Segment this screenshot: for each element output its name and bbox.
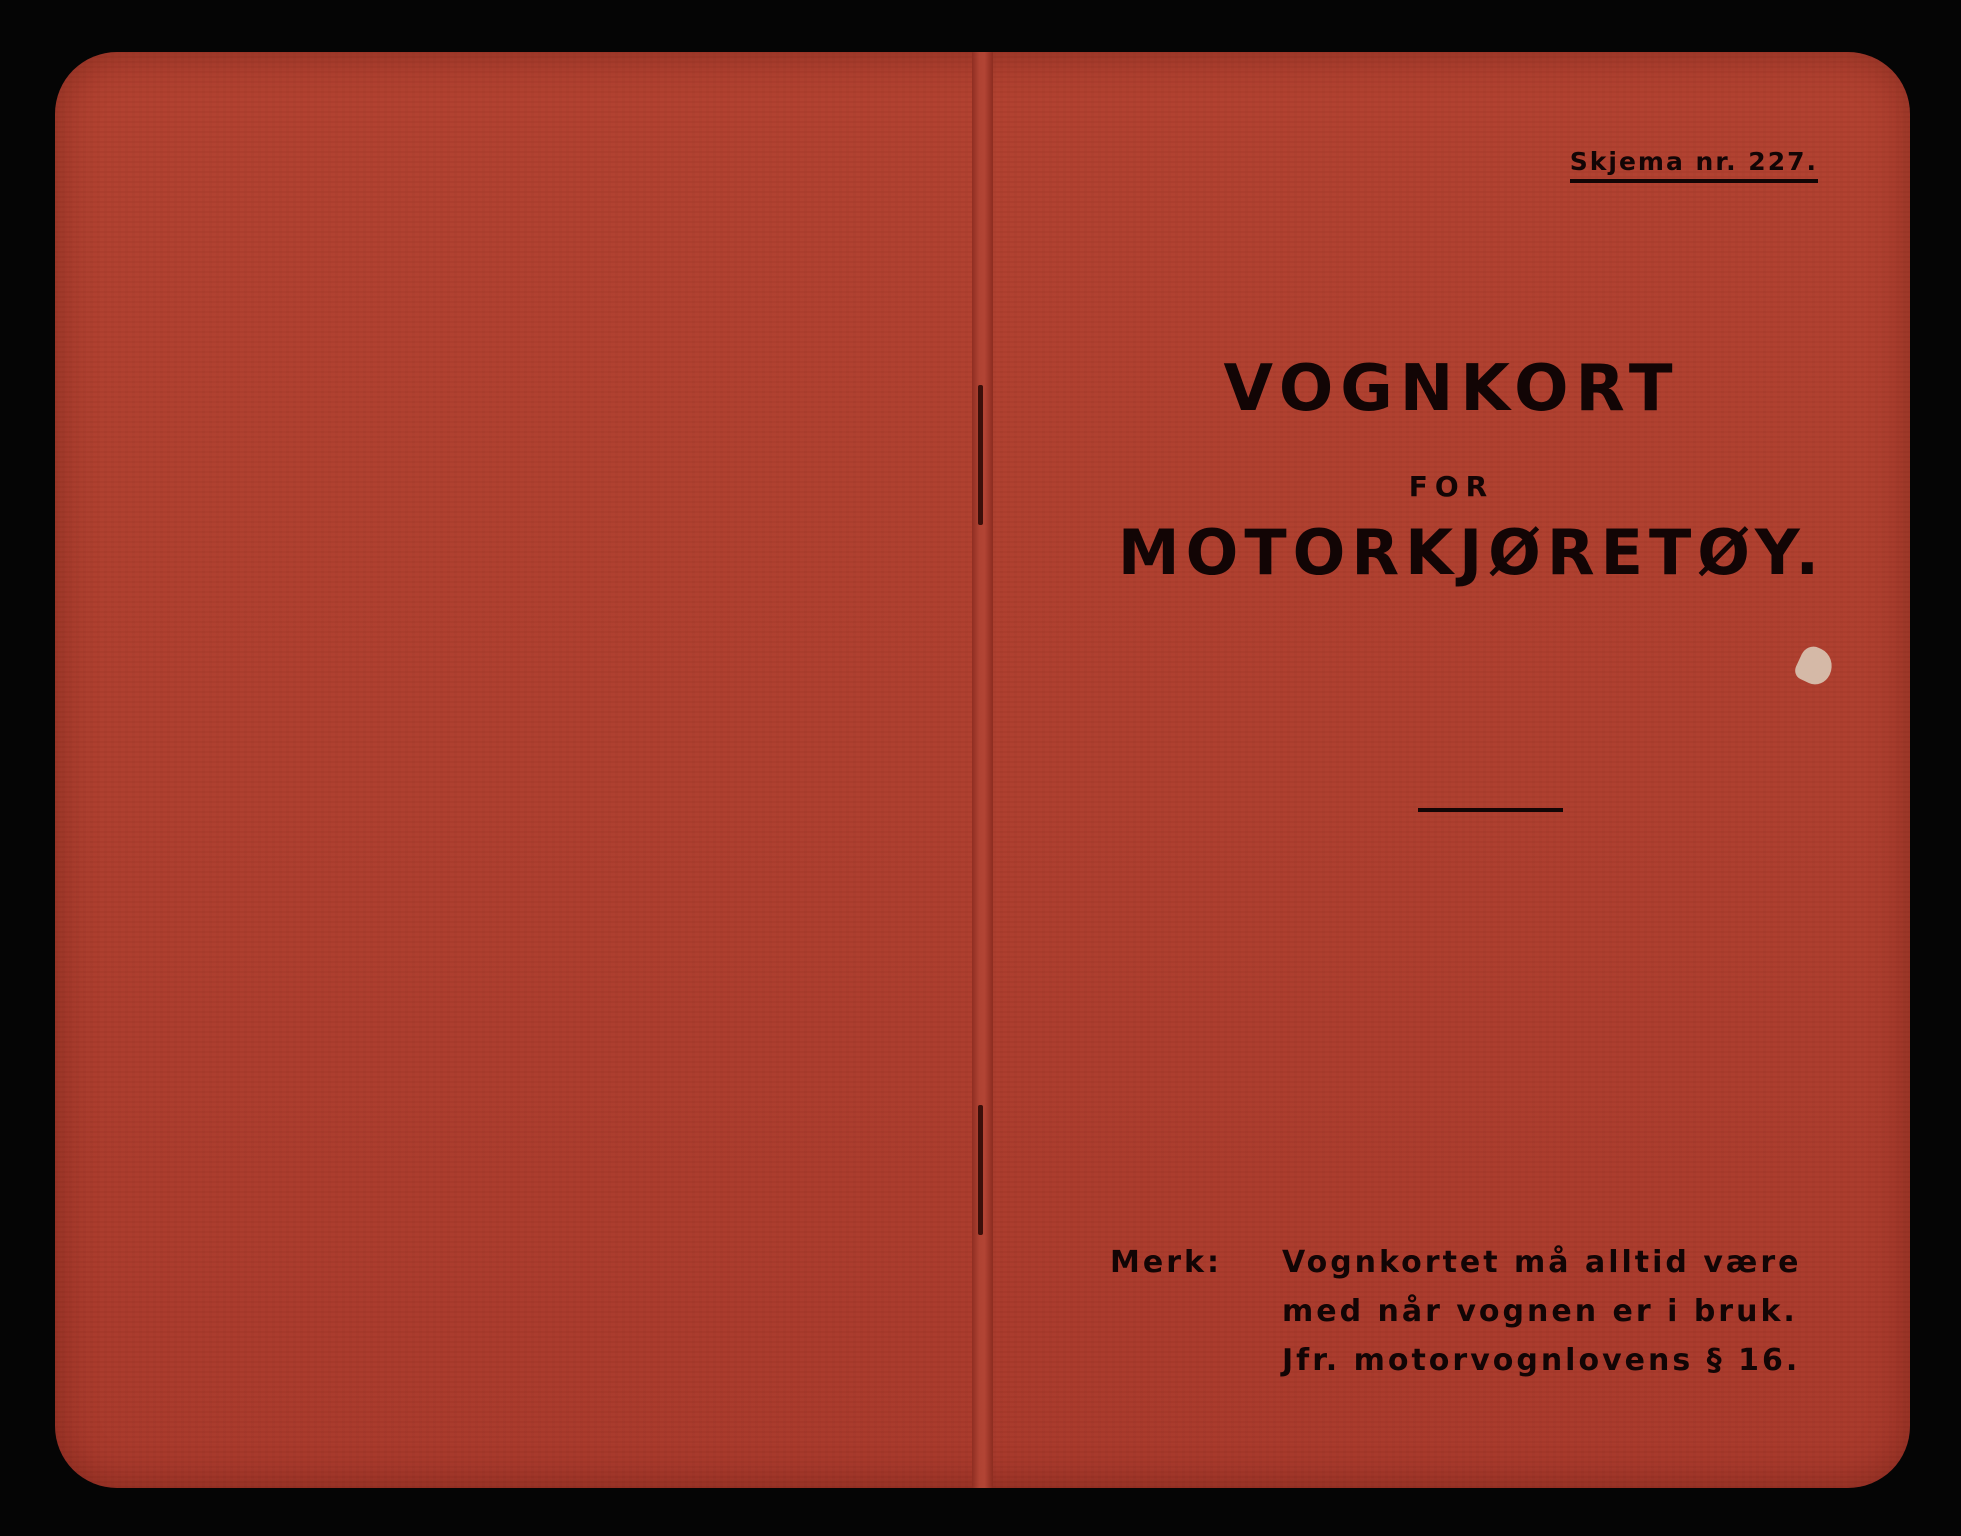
booklet-cover [55,52,1910,1488]
document-subtitle: MOTORKJØRETØY. [1117,516,1826,589]
title-connector: FOR [1408,470,1495,503]
form-number: Skjema nr. 227. [1570,147,1818,183]
front-cover-panel [993,52,1910,1488]
booklet-spine [972,52,993,1488]
note-line: Vognkortet må alltid være [1282,1245,1802,1280]
note-line: Jfr. motorvognlovens § 16. [1282,1343,1801,1378]
note-text [1282,1238,1801,1385]
staple-bottom [978,1105,983,1235]
title-divider [1418,808,1563,812]
back-cover-panel [55,52,972,1488]
note-line: med når vognen er i bruk. [1282,1294,1798,1329]
note-label: Merk: [1110,1245,1222,1280]
staple-top [978,385,983,525]
document-title: VOGNKORT [1223,352,1680,426]
worn-spot [1792,643,1838,690]
